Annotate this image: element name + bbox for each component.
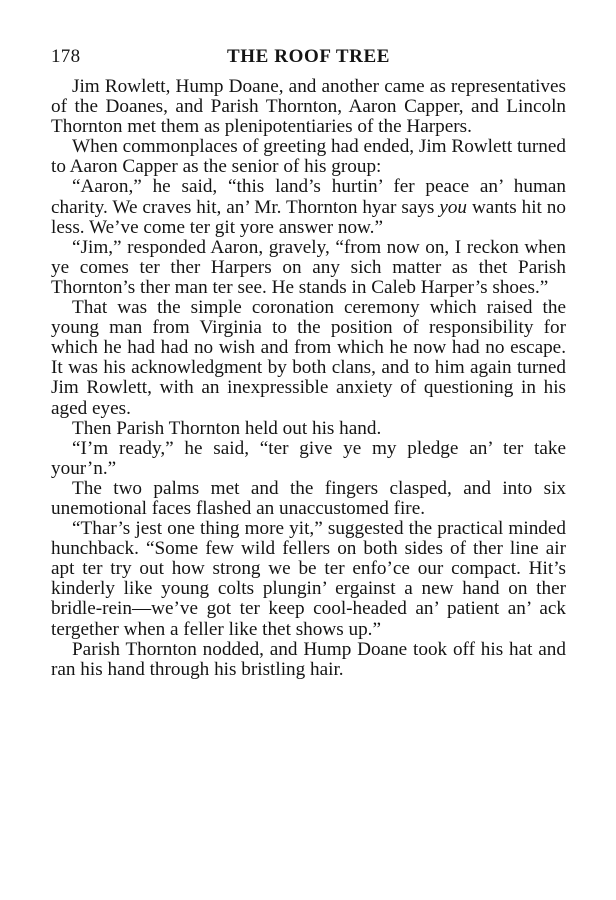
paragraph-text-after-italic: wants hit no less. We’ve come ter git yore answer now.” [51, 196, 566, 238]
body-text [51, 77, 566, 680]
page-number: 178 [51, 46, 81, 67]
paragraph: That was the simple coronation ceremony which raised the young man from Virginia to the position of responsibility for which he had had no wish and from which he now had no escape. It was his acknowledgment by both clans, and to him again turned Jim Rowlett, with an inexpressible anxiety of questioning in his aged eyes. [51, 297, 566, 419]
paragraph [51, 177, 566, 237]
running-title: THE ROOF TREE [226, 46, 390, 67]
page-header [51, 45, 566, 69]
paragraph: Parish Thornton nodded, and Hump Doane took off his hat and ran his hand through his bristling hair. [51, 638, 566, 680]
paragraph: The two palms met and the fingers clasped, and into six unemotional faces flashed an unaccustomed fire. [51, 477, 566, 519]
paragraph: Then Parish Thornton held out his hand. [72, 417, 382, 439]
paragraph: “I’m ready,” he said, “ter give ye my pledge an’ ter take your’n.” [51, 437, 566, 479]
paragraph: When commonplaces of greeting had ended, Jim Rowlett turned to Aaron Capper as the senior of his group: [51, 136, 566, 178]
paragraph-text-before-italic: “Aaron,” he said, “this land’s hurtin’ fer peace an’ human charity. We craves hit, an’ Mr. Thornton hyar says [51, 176, 566, 218]
italic-word: you [439, 196, 468, 218]
paragraph: “Jim,” responded Aaron, gravely, “from now on, I reckon when ye comes ter ther Harpers on any sich matter as thet Parish Thornton’s ther man ter see. He stands in Caleb Harper’s shoes.” [51, 236, 566, 298]
book-page [51, 45, 566, 680]
paragraph: Jim Rowlett, Hump Doane, and another came as representatives of the Doanes, and Parish Thornton, Aaron Capper, and Lincoln Thornton met them as plenipotentiaries of the Harpers. [51, 76, 566, 138]
paragraph: “Thar’s jest one thing more yit,” suggested the practical minded hunchback. “Some few wild fellers on both sides of ther line air apt ter try out how strong we be ter enfo’ce our compact. Hit’s kinderly like young colts plungin’ ergainst a new hand on ther bridle-rein—we’ve got ter keep cool-headed an’ patient an’ ack tergether when a feller like thet shows up.” [51, 518, 566, 640]
